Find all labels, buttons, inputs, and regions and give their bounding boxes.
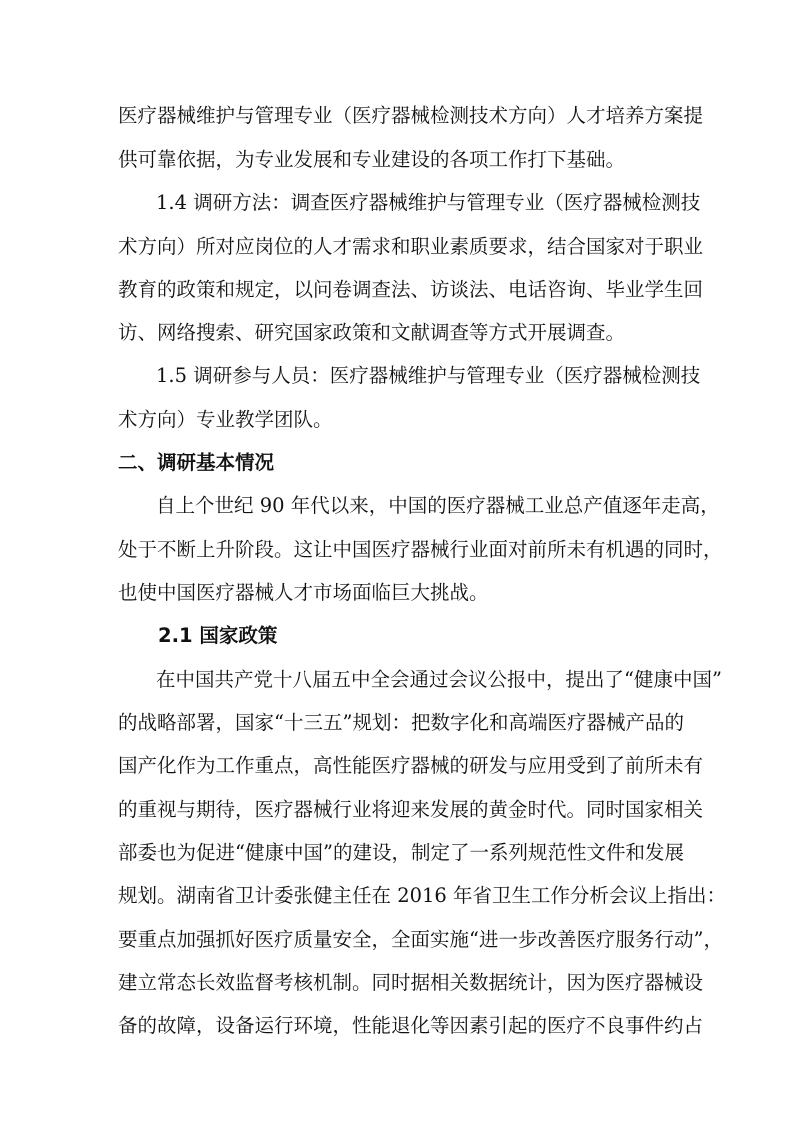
section-1-4-line: 教育的政策和规定，以问卷调查法、访谈法、电话咨询、毕业学生回 (118, 278, 704, 301)
section-heading: 二、调研基本情况 (118, 451, 275, 474)
intro-line: 处于不断上升阶段。这让中国医疗器械行业面对前所未有机遇的同时， (118, 538, 723, 561)
paragraph-line: 供可靠依据，为专业发展和专业建设的各项工作打下基础。 (118, 148, 626, 171)
section-1-4-line: 访、网络搜索、研究国家政策和文献调查等方式开展调查。 (118, 321, 626, 344)
section-2-1-line: 备的故障，设备运行环境，性能退化等因素引起的医疗不良事件约占 (118, 1014, 704, 1037)
section-1-5-line: 术方向）专业教学团队。 (118, 408, 333, 431)
section-1-4-line: 1.4 调研方法：调查医疗器械维护与管理专业（医疗器械检测技 (156, 191, 701, 214)
section-2-1-line: 规划。湖南省卫计委张健主任在 2016 年省卫生工作分析会议上指出： (118, 884, 727, 907)
section-2-1-line: 的战略部署，国家“十三五”规划：把数字化和高端医疗器械产品的 (118, 711, 684, 734)
section-2-1-line: 建立常态长效监督考核机制。同时据相关数据统计，因为医疗器械设 (118, 971, 704, 994)
subsection-heading: 2.1 国家政策 (158, 624, 278, 647)
section-2-1-line: 国产化作为工作重点，高性能医疗器械的研发与应用受到了前所未有 (118, 754, 704, 777)
section-2-1-line: 要重点加强抓好医疗质量安全，全面实施“进一步改善医疗服务行动”， (118, 928, 723, 951)
section-1-4-line: 术方向）所对应岗位的人才需求和职业素质要求，结合国家对于职业 (118, 235, 704, 258)
section-2-1-line: 的重视与期待，医疗器械行业将迎来发展的黄金时代。同时国家相关 (118, 798, 704, 821)
intro-line: 自上个世纪 90 年代以来，中国的医疗器械工业总产值逐年走高， (156, 494, 720, 517)
paragraph-line: 医疗器械维护与管理专业（医疗器械检测技术方向）人才培养方案提 (118, 104, 704, 127)
section-1-5-line: 1.5 调研参与人员：医疗器械维护与管理专业（医疗器械检测技 (156, 364, 701, 387)
intro-line: 也使中国医疗器械人才市场面临巨大挑战。 (118, 581, 489, 604)
section-2-1-line: 在中国共产党十八届五中全会通过会议公报中，提出了“健康中国” (156, 668, 722, 691)
section-2-1-line: 部委也为促进“健康中国”的建设，制定了一系列规范性文件和发展 (118, 841, 684, 864)
